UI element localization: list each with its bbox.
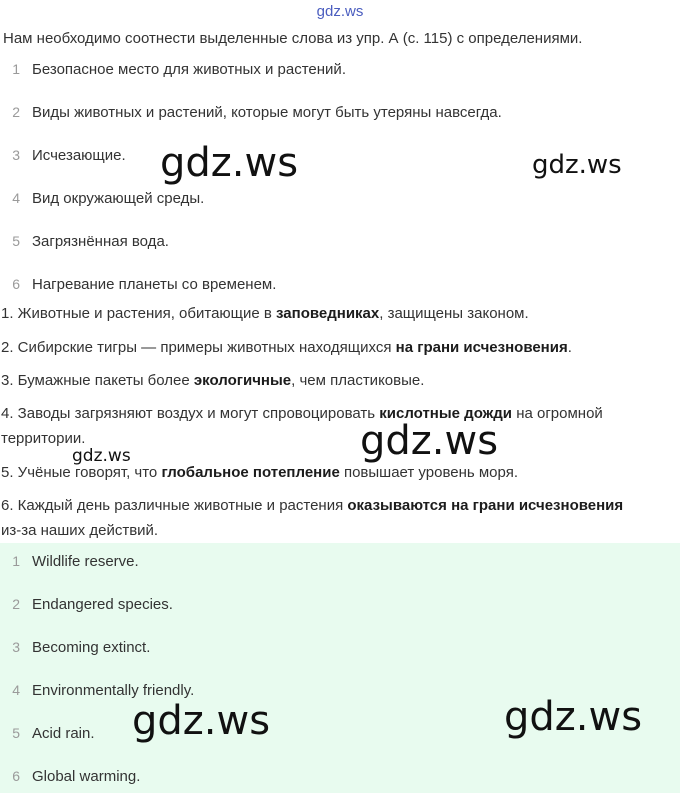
list-item bbox=[0, 768, 680, 790]
list-item bbox=[0, 596, 680, 618]
sentence: 3. Бумажные пакеты более экологичные, чем пластиковые. bbox=[1, 372, 425, 389]
highlighted-term: на грани исчезновения bbox=[395, 339, 568, 356]
item-number: 2 bbox=[12, 104, 20, 120]
item-number: 4 bbox=[12, 682, 20, 698]
item-text: Нагревание планеты со временем. bbox=[32, 276, 277, 293]
list-item bbox=[0, 553, 680, 575]
list-item bbox=[0, 276, 680, 298]
item-text: Global warming. bbox=[32, 768, 141, 785]
item-number: 5 bbox=[12, 233, 20, 249]
item-text: Исчезающие. bbox=[32, 147, 126, 164]
sentence: 6. Каждый день различные животные и растения оказываются на грани исчезновения bbox=[1, 497, 624, 514]
item-text: Acid rain. bbox=[32, 725, 95, 742]
item-number: 2 bbox=[12, 596, 20, 612]
watermark: gdz.ws bbox=[504, 694, 643, 740]
watermark: gdz.ws bbox=[160, 140, 299, 186]
task-intro: Нам необходимо соотнести выделенные слова из упр. А (с. 115) с определениями. bbox=[3, 30, 583, 47]
sentence: 4. Заводы загрязняют воздух и могут спровоцировать кислотные дожди на огромной bbox=[1, 405, 603, 422]
watermark: gdz.ws bbox=[360, 418, 499, 464]
highlighted-term: экологичные bbox=[193, 372, 292, 389]
item-text: Вид окружающей среды. bbox=[32, 190, 205, 207]
item-number: 3 bbox=[12, 147, 20, 163]
list-item bbox=[0, 61, 680, 83]
sentence: из-за наших действий. bbox=[1, 522, 159, 539]
watermark: gdz.ws bbox=[532, 150, 622, 180]
list-item bbox=[0, 233, 680, 255]
watermark: gdz.ws bbox=[132, 698, 271, 744]
item-text: Environmentally friendly. bbox=[32, 682, 195, 699]
list-item bbox=[0, 104, 680, 126]
highlighted-term: глобальное потепление bbox=[161, 464, 340, 481]
item-number: 4 bbox=[12, 190, 20, 206]
watermark: gdz.ws bbox=[72, 446, 131, 466]
answers-block bbox=[0, 543, 680, 793]
sentence: территории. bbox=[1, 430, 86, 447]
item-number: 6 bbox=[12, 276, 20, 292]
item-text: Becoming extinct. bbox=[32, 639, 151, 656]
item-number: 5 bbox=[12, 725, 20, 741]
highlighted-term: заповедниках bbox=[276, 305, 380, 322]
sentence: 5. Учёные говорят, что глобальное потепление повышает уровень моря. bbox=[1, 464, 518, 481]
item-number: 1 bbox=[12, 553, 20, 569]
item-number: 6 bbox=[12, 768, 20, 784]
sentence: 1. Животные и растения, обитающие в заповедниках, защищены законом. bbox=[1, 305, 529, 322]
highlighted-term: оказываются на грани исчезновения bbox=[347, 497, 624, 514]
item-text: Виды животных и растений, которые могут быть утеряны навсегда. bbox=[32, 104, 502, 121]
sentence: 2. Сибирские тигры — примеры животных находящихся на грани исчезновения. bbox=[1, 339, 572, 356]
item-number: 3 bbox=[12, 639, 20, 655]
item-text: Загрязнённая вода. bbox=[32, 233, 169, 250]
item-text: Endangered species. bbox=[32, 596, 173, 613]
site-logo[interactable]: gdz.ws bbox=[316, 3, 364, 20]
item-text: Безопасное место для животных и растений. bbox=[32, 61, 346, 78]
list-item bbox=[0, 639, 680, 661]
list-item bbox=[0, 190, 680, 212]
item-text: Wildlife reserve. bbox=[32, 553, 139, 570]
item-number: 1 bbox=[12, 61, 20, 77]
highlighted-term: кислотные дожди bbox=[379, 405, 513, 422]
